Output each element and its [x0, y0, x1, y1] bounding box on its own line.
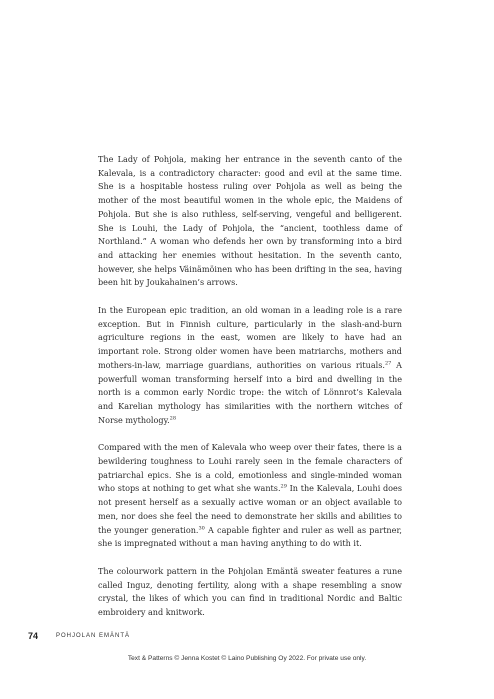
- running-footer-title: POHJOLAN EMÄNTÄ: [56, 633, 131, 639]
- article-body: [98, 153, 402, 634]
- footnote-ref-27: 27: [384, 360, 392, 367]
- paragraph-text: In the European epic tradition, an old woman in a leading role is a rare exception. But in Finnish culture, particularly in the slash-and-burn agriculture regions in the east, women are likely to have had an important role. Strong older women have been matriarchs, mothers and mothers-in-law, marriage guardians, authorities on various rituals.: [98, 305, 402, 370]
- paragraph-text: A powerfull woman transforming herself into a bird and dwelling in the north is a common early Nordic trope: the witch of Lönnrot’s Kalevala and Karelian mythology has similarities with the northern witches of Norse mythology.: [98, 359, 402, 425]
- paragraph-4: [98, 565, 402, 620]
- footnote-ref-28: 28: [169, 414, 177, 421]
- paragraph-text: Compared with the men of Kalevala who weep over their fates, there is a bewildering toughness to Louhi rarely seen in the female characters of patriarchal epics. She is a cold, emotionless and single-minded woman who stops at nothing to get what she wants.: [98, 442, 402, 494]
- paragraph-1: [98, 153, 402, 290]
- copyright-notice: Text & Patterns © Jenna Kostet © Laino Publishing Oy 2022. For private use only.: [127, 655, 367, 662]
- footnote-ref-30: 30: [198, 524, 205, 531]
- paragraph-text: The colourwork pattern in the Pohjolan Emäntä sweater features a rune called Inguz, denoting fertility, along with a shape resembling a snow crystal, the likes of which you can find in traditional Nordic and Baltic embroidery and knitwork.: [98, 565, 402, 618]
- paragraph-text: The Lady of Pohjola, making her entrance in the seventh canto of the Kalevala, is a contradictory character: good and evil at the same time. She is a hospitable hostess ruling over Pohjola as well as being the mother of the most beautiful women in the whole epic, the Maidens of Pohjola. But she is also ruthless, self-serving, vengeful and belligerent. She is Louhi, the Lady of Pohjola, the “ancient, toothless dame of Northland.” A woman who defends her own by transforming into a bird and attacking her enemies without hesitation. In the seventh canto, however, she helps Väinämöinen who has been drifting in the sea, having been hit by Joukahainen’s arrows.: [98, 154, 402, 288]
- page-number: 74: [28, 631, 39, 641]
- paragraph-3: [98, 441, 402, 551]
- footnote-ref-29: 29: [280, 483, 287, 490]
- paragraph-text: In the Kalevala, Louhi does not present herself as a sexually active woman or an object available to men, nor does she feel the need to demonstrate her skills and abilities to the younger generation.: [98, 483, 402, 535]
- paragraph-text: A capable fighter and ruler as well as partner, she is impregnated without a man having anything to do with it.: [98, 524, 402, 549]
- paragraph-2: [98, 304, 402, 427]
